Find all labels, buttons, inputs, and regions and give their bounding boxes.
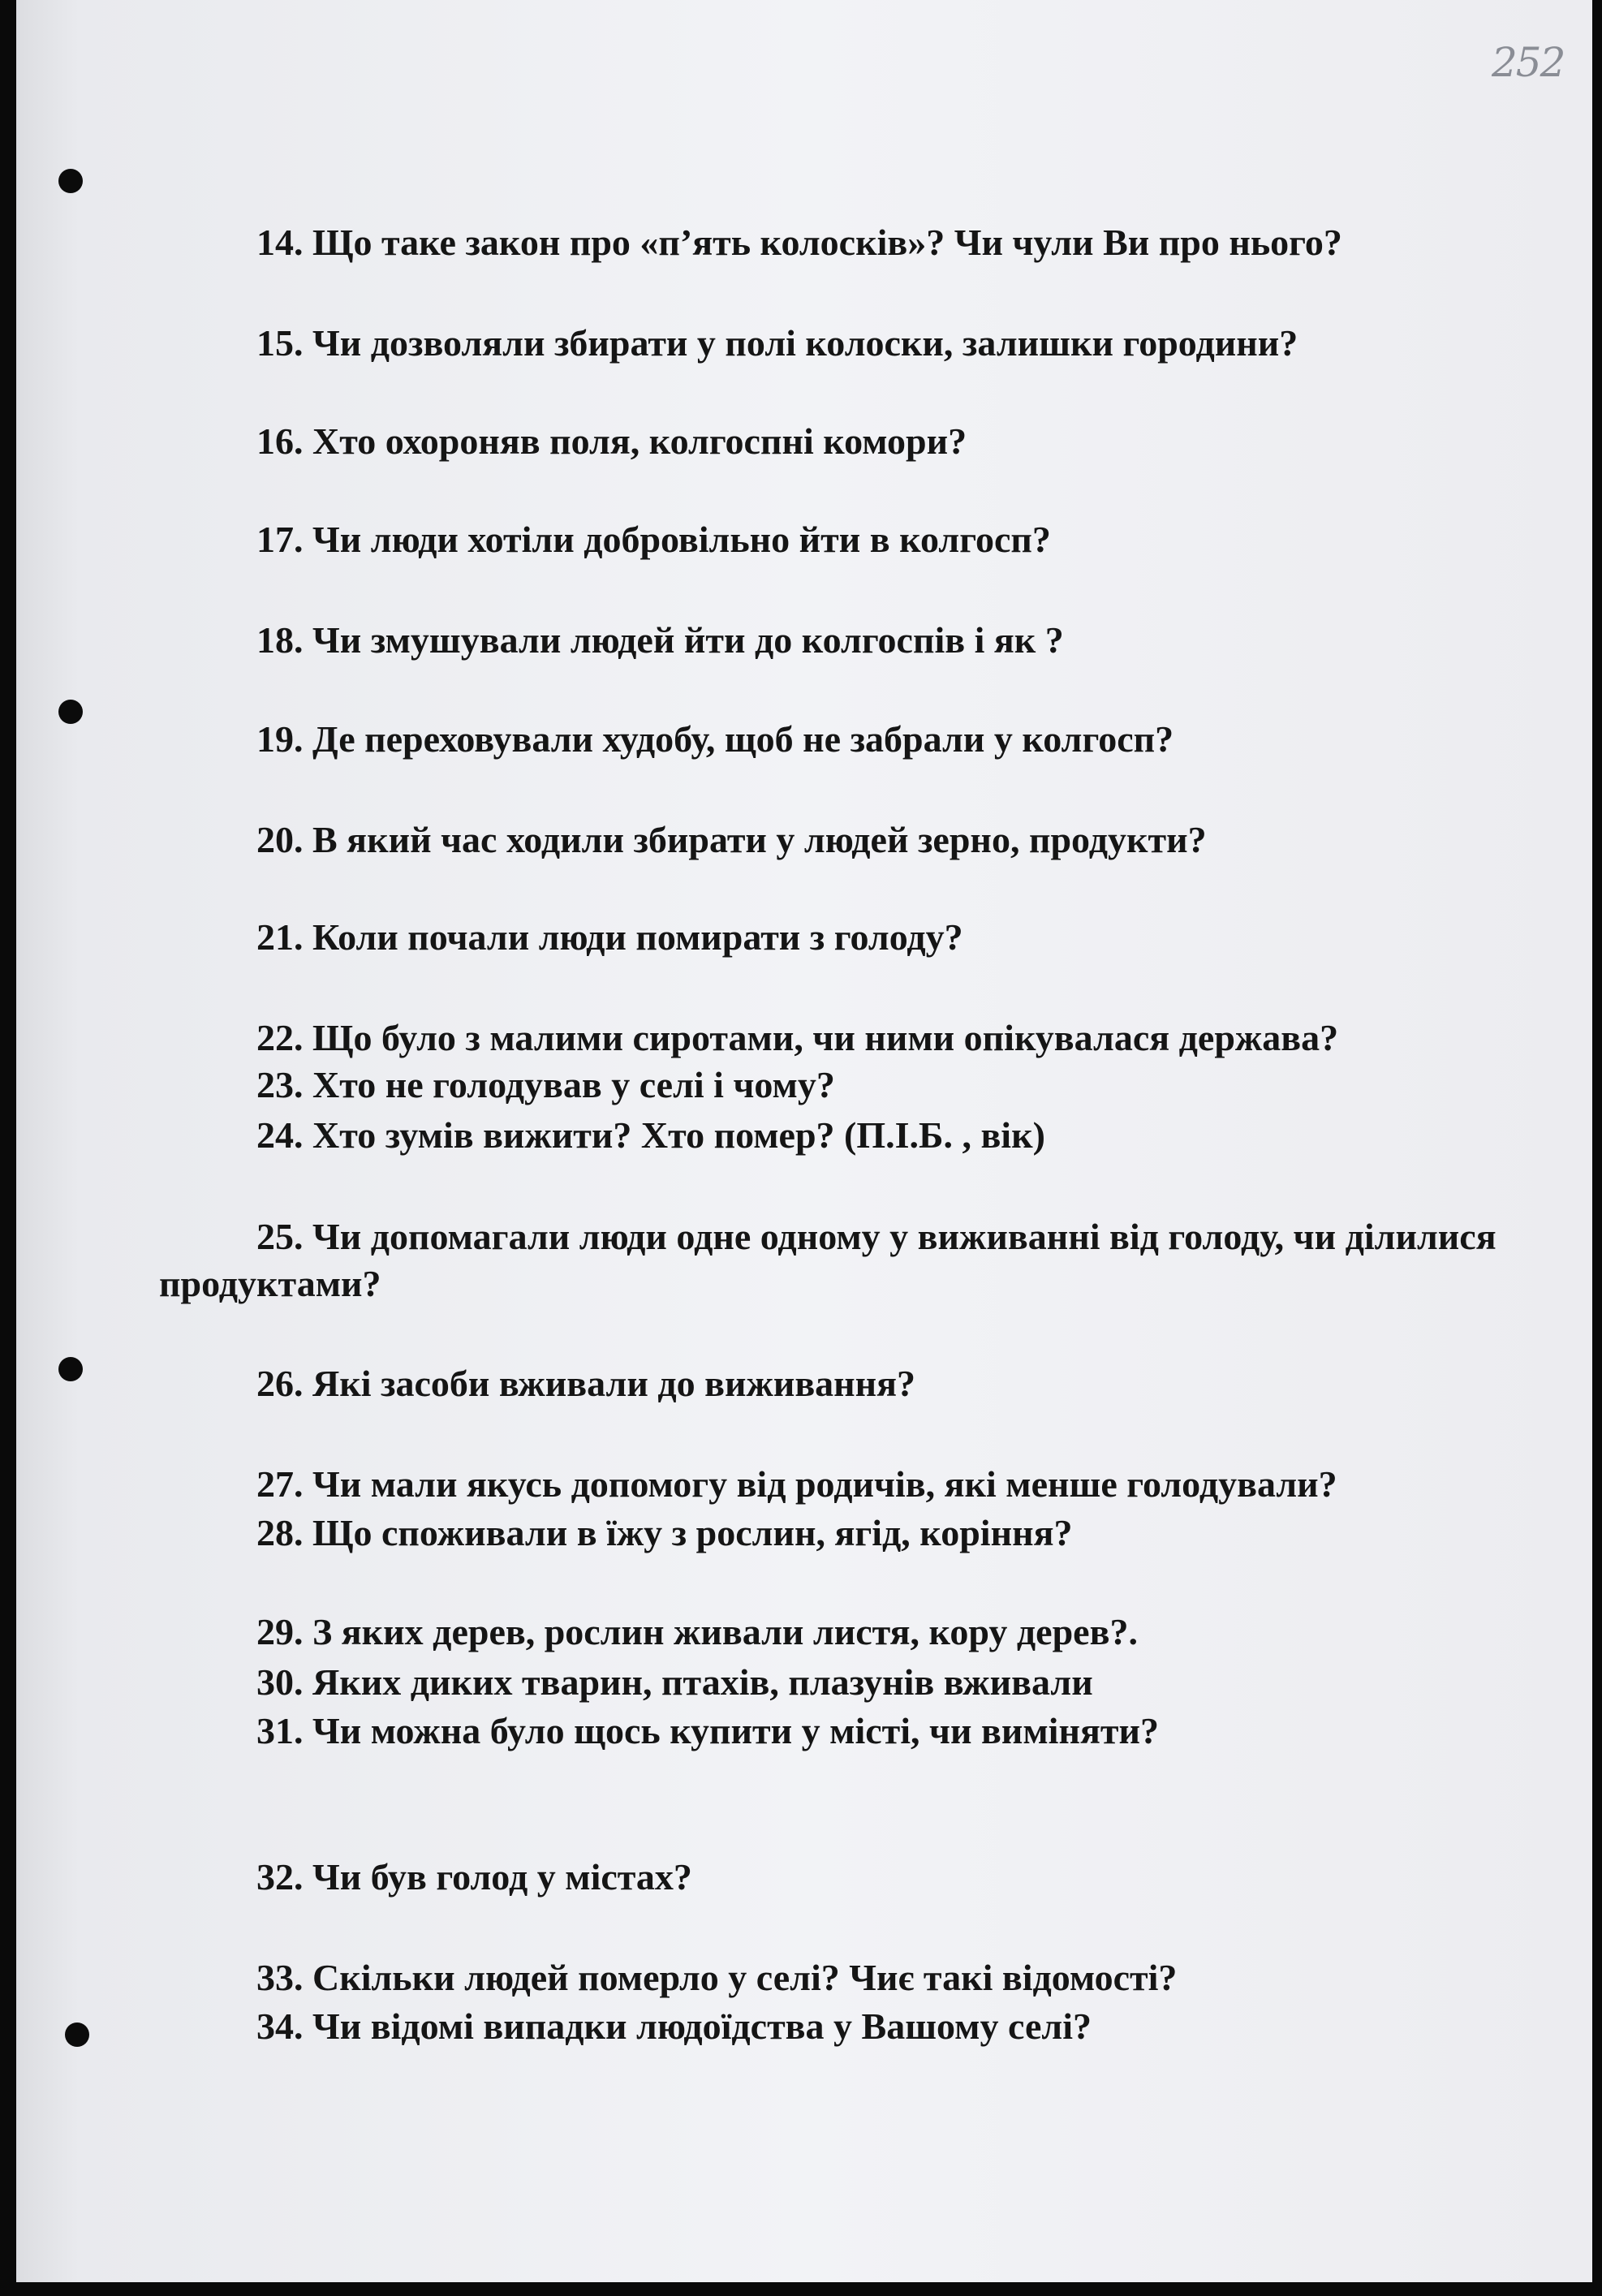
question-32: 32. Чи був голод у містах? bbox=[256, 1856, 692, 1898]
question-21: 21. Коли почали люди помирати з голоду? bbox=[256, 916, 963, 958]
punch-hole bbox=[65, 2022, 89, 2047]
punch-hole bbox=[58, 1357, 83, 1381]
question-30: 30. Яких диких тварин, птахів, плазунів вживали bbox=[256, 1661, 1093, 1703]
question-24: 24. Хто зумів вижити? Хто помер? (П.І.Б. , вік) bbox=[256, 1114, 1045, 1156]
question-14: 14. Що таке закон про «п’ять колосків»? Чи чули Ви про нього? bbox=[256, 222, 1342, 263]
question-20: 20. В який час ходили збирати у людей зерно, продукти? bbox=[256, 819, 1207, 860]
question-34: 34. Чи відомі випадки людоїдства у Вашому селі? bbox=[256, 2005, 1092, 2047]
punch-hole bbox=[58, 169, 83, 193]
question-27: 27. Чи мали якусь допомогу від родичів, які менше голодували? bbox=[256, 1463, 1337, 1505]
question-22: 22. Що було з малими сиротами, чи ними опікувалася держава? bbox=[256, 1017, 1339, 1058]
question-31: 31. Чи можна було щось купити у місті, чи виміняти? bbox=[256, 1710, 1159, 1751]
punch-hole bbox=[58, 700, 83, 724]
page-number: 252 bbox=[1492, 39, 1565, 86]
question-25: 25. Чи допомагали люди одне одному у виживанні від голоду, чи ділилися продуктами? bbox=[159, 1216, 1496, 1304]
question-29: 29. З яких дерев, рослин живали листя, кору дерев?. bbox=[256, 1611, 1138, 1652]
document-page bbox=[16, 0, 1592, 2282]
question-28: 28. Що споживали в їжу з рослин, ягід, коріння? bbox=[256, 1512, 1073, 1553]
question-18: 18. Чи змушували людей йти до колгоспів і як ? bbox=[256, 619, 1064, 661]
question-17: 17. Чи люди хотіли добровільно йти в колгосп? bbox=[256, 519, 1051, 560]
question-15: 15. Чи дозволяли збирати у полі колоски, залишки городини? bbox=[256, 322, 1298, 364]
question-19: 19. Де переховували худобу, щоб не забрали у колгосп? bbox=[256, 718, 1174, 760]
question-23: 23. Хто не голодував у селі і чому? bbox=[256, 1064, 835, 1105]
question-33: 33. Скільки людей померло у селі? Чиє такі відомості? bbox=[256, 1957, 1178, 1998]
question-16: 16. Хто охороняв поля, колгоспні комори? bbox=[256, 420, 967, 462]
question-26: 26. Які засоби вживали до виживання? bbox=[256, 1363, 916, 1404]
